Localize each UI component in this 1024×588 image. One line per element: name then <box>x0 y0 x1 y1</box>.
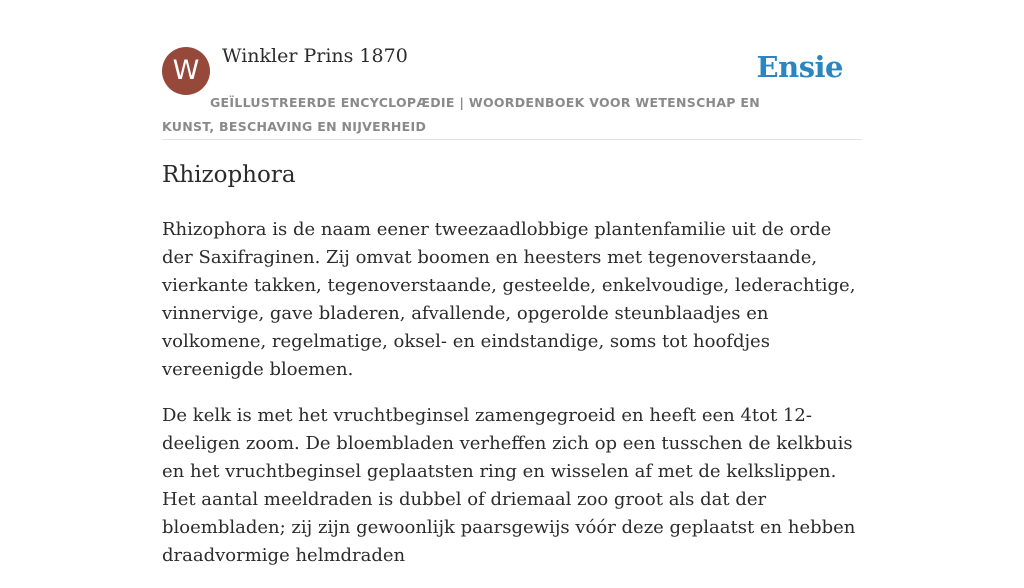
ensie-logo-link[interactable]: Ensie <box>756 50 843 84</box>
entry-paragraph: De kelk is met het vruchtbeginsel zamengegroeid en heeft een 4tot 12-deeligen zoom. De bloembladen verheffen zich op een tusschen de kelkbuis en het vruchtbeginsel geplaatsten ring en wisselen af met de kelkslippen. Het aantal meeldraden is dubbel of driemaal zoo groot als dat der bloembladen; zij zijn gewoonlijk paarsgewijs vóór deze geplaatst en hebben draadvormige helmdraden <box>162 405 856 566</box>
entry-title: Rhizophora <box>162 162 296 188</box>
source-avatar[interactable]: W <box>162 47 210 95</box>
header-divider <box>162 139 862 140</box>
entry-paragraph: Rhizophora is de naam eener tweezaadlobbige plantenfamilie uit de orde der Saxifraginen. Zij omvat boomen en heesters met tegenoverstaande, vierkante takken, tegenoverstaande, gesteelde, enkelvoudige, lederachtige, vinnervige, gave bladeren, afvallende, opgerolde steunblaadjes en volkomene, regelmatige, oksel- en eindstandige, soms tot hoofdjes vereenigde bloemen. <box>162 219 856 380</box>
source-subtitle: GEÏLLUSTREERDE ENCYCLOPÆDIE | WOORDENBOEK VOOR WETENSCHAP EN KUNST, BESCHAVING EN NIJVERHEID <box>162 95 760 134</box>
source-title-link[interactable]: Winkler Prins 1870 <box>222 45 408 67</box>
entry-body <box>162 216 862 588</box>
